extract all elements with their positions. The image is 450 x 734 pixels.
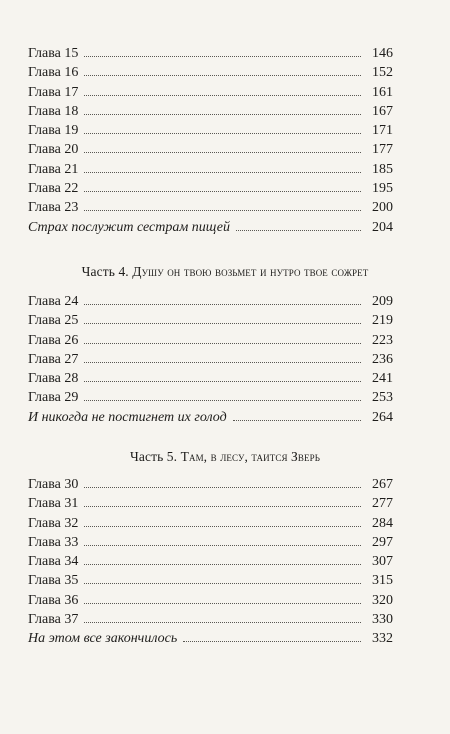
part-5-title: Там, в лесу, таится Зверь xyxy=(180,449,320,464)
entry-title: Глава 26 xyxy=(28,332,79,348)
toc-section-part-5 xyxy=(0,475,450,649)
toc-entry xyxy=(28,218,393,237)
toc-entry xyxy=(28,408,393,427)
entry-title: Глава 18 xyxy=(28,103,79,119)
dot-leader xyxy=(84,210,361,211)
toc-entry xyxy=(28,514,393,533)
toc-entry xyxy=(28,83,393,102)
entry-title: Глава 34 xyxy=(28,554,79,570)
entry-title: Глава 23 xyxy=(28,200,79,216)
entry-page: 330 xyxy=(372,612,393,628)
entry-page: 284 xyxy=(372,515,393,531)
entry-title: Глава 27 xyxy=(28,351,79,367)
entry-title: Глава 21 xyxy=(28,161,79,177)
entry-title: Глава 15 xyxy=(28,46,79,61)
dot-leader xyxy=(84,622,361,623)
dot-leader xyxy=(84,75,361,76)
dot-leader xyxy=(84,545,361,546)
entry-page: 204 xyxy=(372,219,393,235)
toc-entry xyxy=(28,494,393,513)
entry-title: И никогда не постигнет их голод xyxy=(28,409,227,425)
dot-leader xyxy=(233,420,361,421)
entry-title: Глава 32 xyxy=(28,515,79,531)
part-4-heading xyxy=(0,264,450,280)
toc-entry xyxy=(28,369,393,388)
toc-entry xyxy=(28,629,393,648)
part-5-heading xyxy=(0,449,450,465)
dot-leader xyxy=(84,343,361,344)
entry-page: 253 xyxy=(372,390,393,406)
entry-page: 315 xyxy=(372,573,393,589)
entry-title: Глава 36 xyxy=(28,592,79,608)
dot-leader xyxy=(84,172,361,173)
entry-page: 177 xyxy=(372,142,393,158)
entry-page: 146 xyxy=(372,46,393,61)
entry-title: Глава 19 xyxy=(28,123,79,139)
dot-leader xyxy=(236,230,361,231)
entry-page: 277 xyxy=(372,496,393,512)
toc-entry xyxy=(28,292,393,311)
dot-leader xyxy=(84,133,361,134)
toc-entry xyxy=(28,331,393,350)
entry-title: Глава 22 xyxy=(28,181,79,197)
entry-title: Глава 33 xyxy=(28,534,79,550)
entry-page: 171 xyxy=(372,123,393,139)
entry-title: Глава 35 xyxy=(28,573,79,589)
entry-page: 167 xyxy=(372,103,393,119)
dot-leader xyxy=(84,323,361,324)
entry-title: Глава 25 xyxy=(28,313,79,329)
toc-entry xyxy=(28,388,393,407)
entry-page: 152 xyxy=(372,65,393,81)
dot-leader xyxy=(84,526,361,527)
dot-leader xyxy=(84,381,361,382)
dot-leader xyxy=(84,603,361,604)
part-5-prefix: Часть 5. xyxy=(130,449,178,464)
entry-title: Глава 16 xyxy=(28,65,79,81)
entry-title: Страх послужит сестрам пищей xyxy=(28,219,230,235)
entry-page: 209 xyxy=(372,294,393,309)
entry-title: На этом все закончилось xyxy=(28,631,178,647)
dot-leader xyxy=(84,506,361,507)
entry-title: Глава 30 xyxy=(28,477,79,492)
entry-page: 307 xyxy=(372,554,393,570)
entry-title: Глава 17 xyxy=(28,84,79,100)
dot-leader xyxy=(84,400,361,401)
entry-page: 320 xyxy=(372,592,393,608)
dot-leader xyxy=(84,487,361,488)
toc-entry xyxy=(28,160,393,179)
dot-leader xyxy=(183,641,361,642)
entry-page: 195 xyxy=(372,181,393,197)
toc-entry xyxy=(28,63,393,82)
toc-entry xyxy=(28,121,393,140)
dot-leader xyxy=(84,362,361,363)
toc-entry xyxy=(28,140,393,159)
entry-title: Глава 28 xyxy=(28,371,79,387)
toc-entry xyxy=(28,475,393,494)
entry-title: Глава 24 xyxy=(28,294,79,309)
entry-page: 297 xyxy=(372,534,393,550)
dot-leader xyxy=(84,583,361,584)
dot-leader xyxy=(84,95,361,96)
toc-entry xyxy=(28,610,393,629)
entry-title: Глава 37 xyxy=(28,612,79,628)
toc-entry xyxy=(28,102,393,121)
entry-page: 219 xyxy=(372,313,393,329)
dot-leader xyxy=(84,114,361,115)
dot-leader xyxy=(84,564,361,565)
entry-page: 236 xyxy=(372,351,393,367)
entry-page: 223 xyxy=(372,332,393,348)
toc-entry xyxy=(28,311,393,330)
entry-title: Глава 20 xyxy=(28,142,79,158)
toc-entry xyxy=(28,552,393,571)
toc-entry xyxy=(28,591,393,610)
toc-entry xyxy=(28,44,393,63)
entry-page: 161 xyxy=(372,84,393,100)
toc-entry xyxy=(28,533,393,552)
entry-page: 264 xyxy=(372,409,393,425)
entry-page: 200 xyxy=(372,200,393,216)
dot-leader xyxy=(84,56,361,57)
entry-title: Глава 31 xyxy=(28,496,79,512)
entry-page: 185 xyxy=(372,161,393,177)
entry-page: 267 xyxy=(372,477,393,492)
toc-entry xyxy=(28,571,393,590)
toc-entry xyxy=(28,350,393,369)
toc-entry xyxy=(28,179,393,198)
dot-leader xyxy=(84,191,361,192)
toc-section-part-4 xyxy=(0,292,450,427)
entry-title: Глава 29 xyxy=(28,390,79,406)
entry-page: 241 xyxy=(372,371,393,387)
part-4-title: Душу он твою возьмет и нутро твое сожрет xyxy=(132,264,369,279)
entry-page: 332 xyxy=(372,631,393,647)
toc-section-1 xyxy=(0,44,450,237)
dot-leader xyxy=(84,152,361,153)
dot-leader xyxy=(84,304,361,305)
part-4-prefix: Часть 4. xyxy=(81,264,129,279)
toc-entry xyxy=(28,198,393,217)
